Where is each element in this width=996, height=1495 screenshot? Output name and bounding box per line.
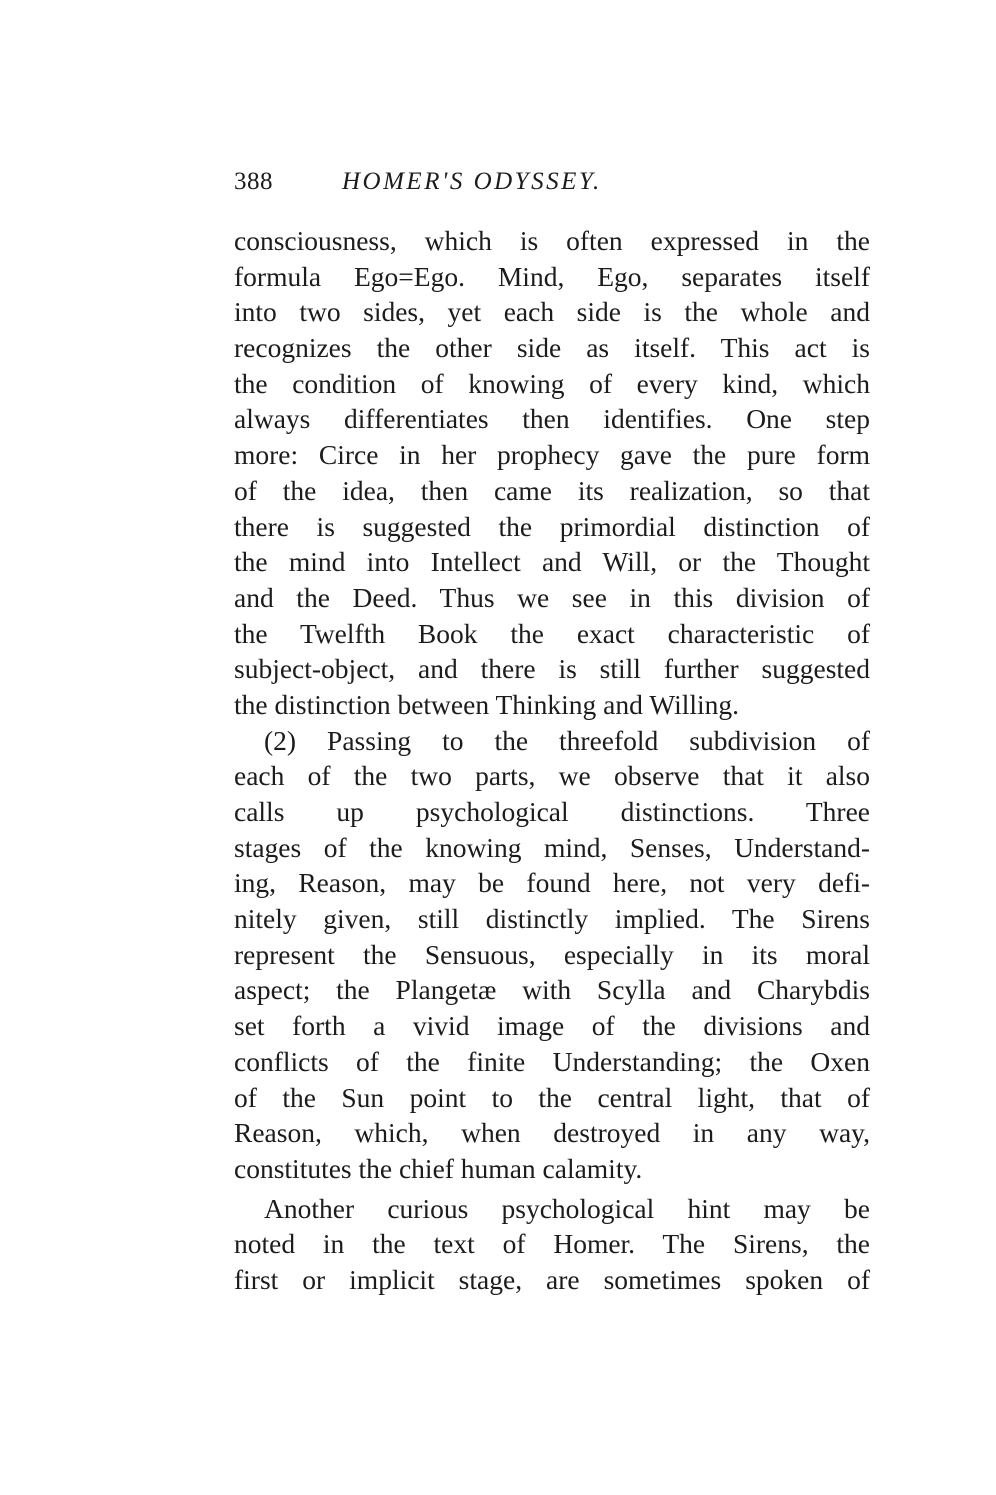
text-line: of the idea, then came its realization, so that bbox=[234, 474, 870, 506]
text-line: the condition of knowing of every kind, which bbox=[234, 367, 870, 399]
text-line: first or implicit stage, are sometimes spoken of bbox=[234, 1263, 870, 1295]
text-line: the Twelfth Book the exact characteristic of bbox=[234, 617, 870, 649]
text-line: nitely given, still distinctly implied. The Sirens bbox=[234, 903, 870, 935]
text-line: into two sides, yet each side is the whole and bbox=[234, 296, 870, 328]
text-line: the distinction between Thinking and Willing. bbox=[234, 688, 740, 720]
text-line: Another curious psychological hint may be bbox=[264, 1192, 870, 1224]
text-line: ing, Reason, may be found here, not very defi- bbox=[234, 867, 870, 899]
text-line: noted in the text of Homer. The Sirens, the bbox=[234, 1228, 870, 1260]
text-line: of the Sun point to the central light, that of bbox=[234, 1081, 870, 1113]
body-text bbox=[234, 223, 870, 1298]
page-number: 388 bbox=[234, 168, 273, 195]
page-header bbox=[234, 168, 870, 202]
text-line: formula Ego=Ego. Mind, Ego, separates itself bbox=[234, 260, 870, 292]
text-line: recognizes the other side as itself. This act is bbox=[234, 332, 870, 364]
text-line: constitutes the chief human calamity. bbox=[234, 1152, 643, 1184]
paragraph bbox=[234, 723, 870, 1187]
text-line: more: Circe in her prophecy gave the pure form bbox=[234, 439, 870, 471]
text-line: consciousness, which is often expressed in the bbox=[234, 225, 870, 256]
text-line: subject-object, and there is still further suggested bbox=[234, 653, 870, 685]
text-line: stages of the knowing mind, Senses, Understand- bbox=[234, 831, 870, 863]
running-title: HOMER'S ODYSSEY. bbox=[342, 168, 602, 195]
text-line: aspect; the Plangetæ with Scylla and Charybdis bbox=[234, 974, 870, 1006]
text-line: the mind into Intellect and Will, or the Thought bbox=[234, 546, 870, 578]
text-line: and the Deed. Thus we see in this division of bbox=[234, 581, 870, 613]
text-line: calls up psychological distinctions. Three bbox=[234, 796, 870, 827]
text-line: (2) Passing to the threefold subdivision of bbox=[264, 724, 870, 756]
text-line: there is suggested the primordial distinction of bbox=[234, 510, 870, 542]
text-line: conflicts of the finite Understanding; the Oxen bbox=[234, 1045, 870, 1077]
text-line: each of the two parts, we observe that it also bbox=[234, 760, 870, 792]
text-line: set forth a vivid image of the divisions and bbox=[234, 1010, 870, 1042]
text-line: Reason, which, when destroyed in any way, bbox=[234, 1117, 870, 1149]
paragraph bbox=[234, 1191, 870, 1298]
paragraph bbox=[234, 223, 870, 723]
text-line: represent the Sensuous, especially in its moral bbox=[234, 938, 870, 970]
text-line: always differentiates then identifies. One step bbox=[234, 403, 870, 435]
